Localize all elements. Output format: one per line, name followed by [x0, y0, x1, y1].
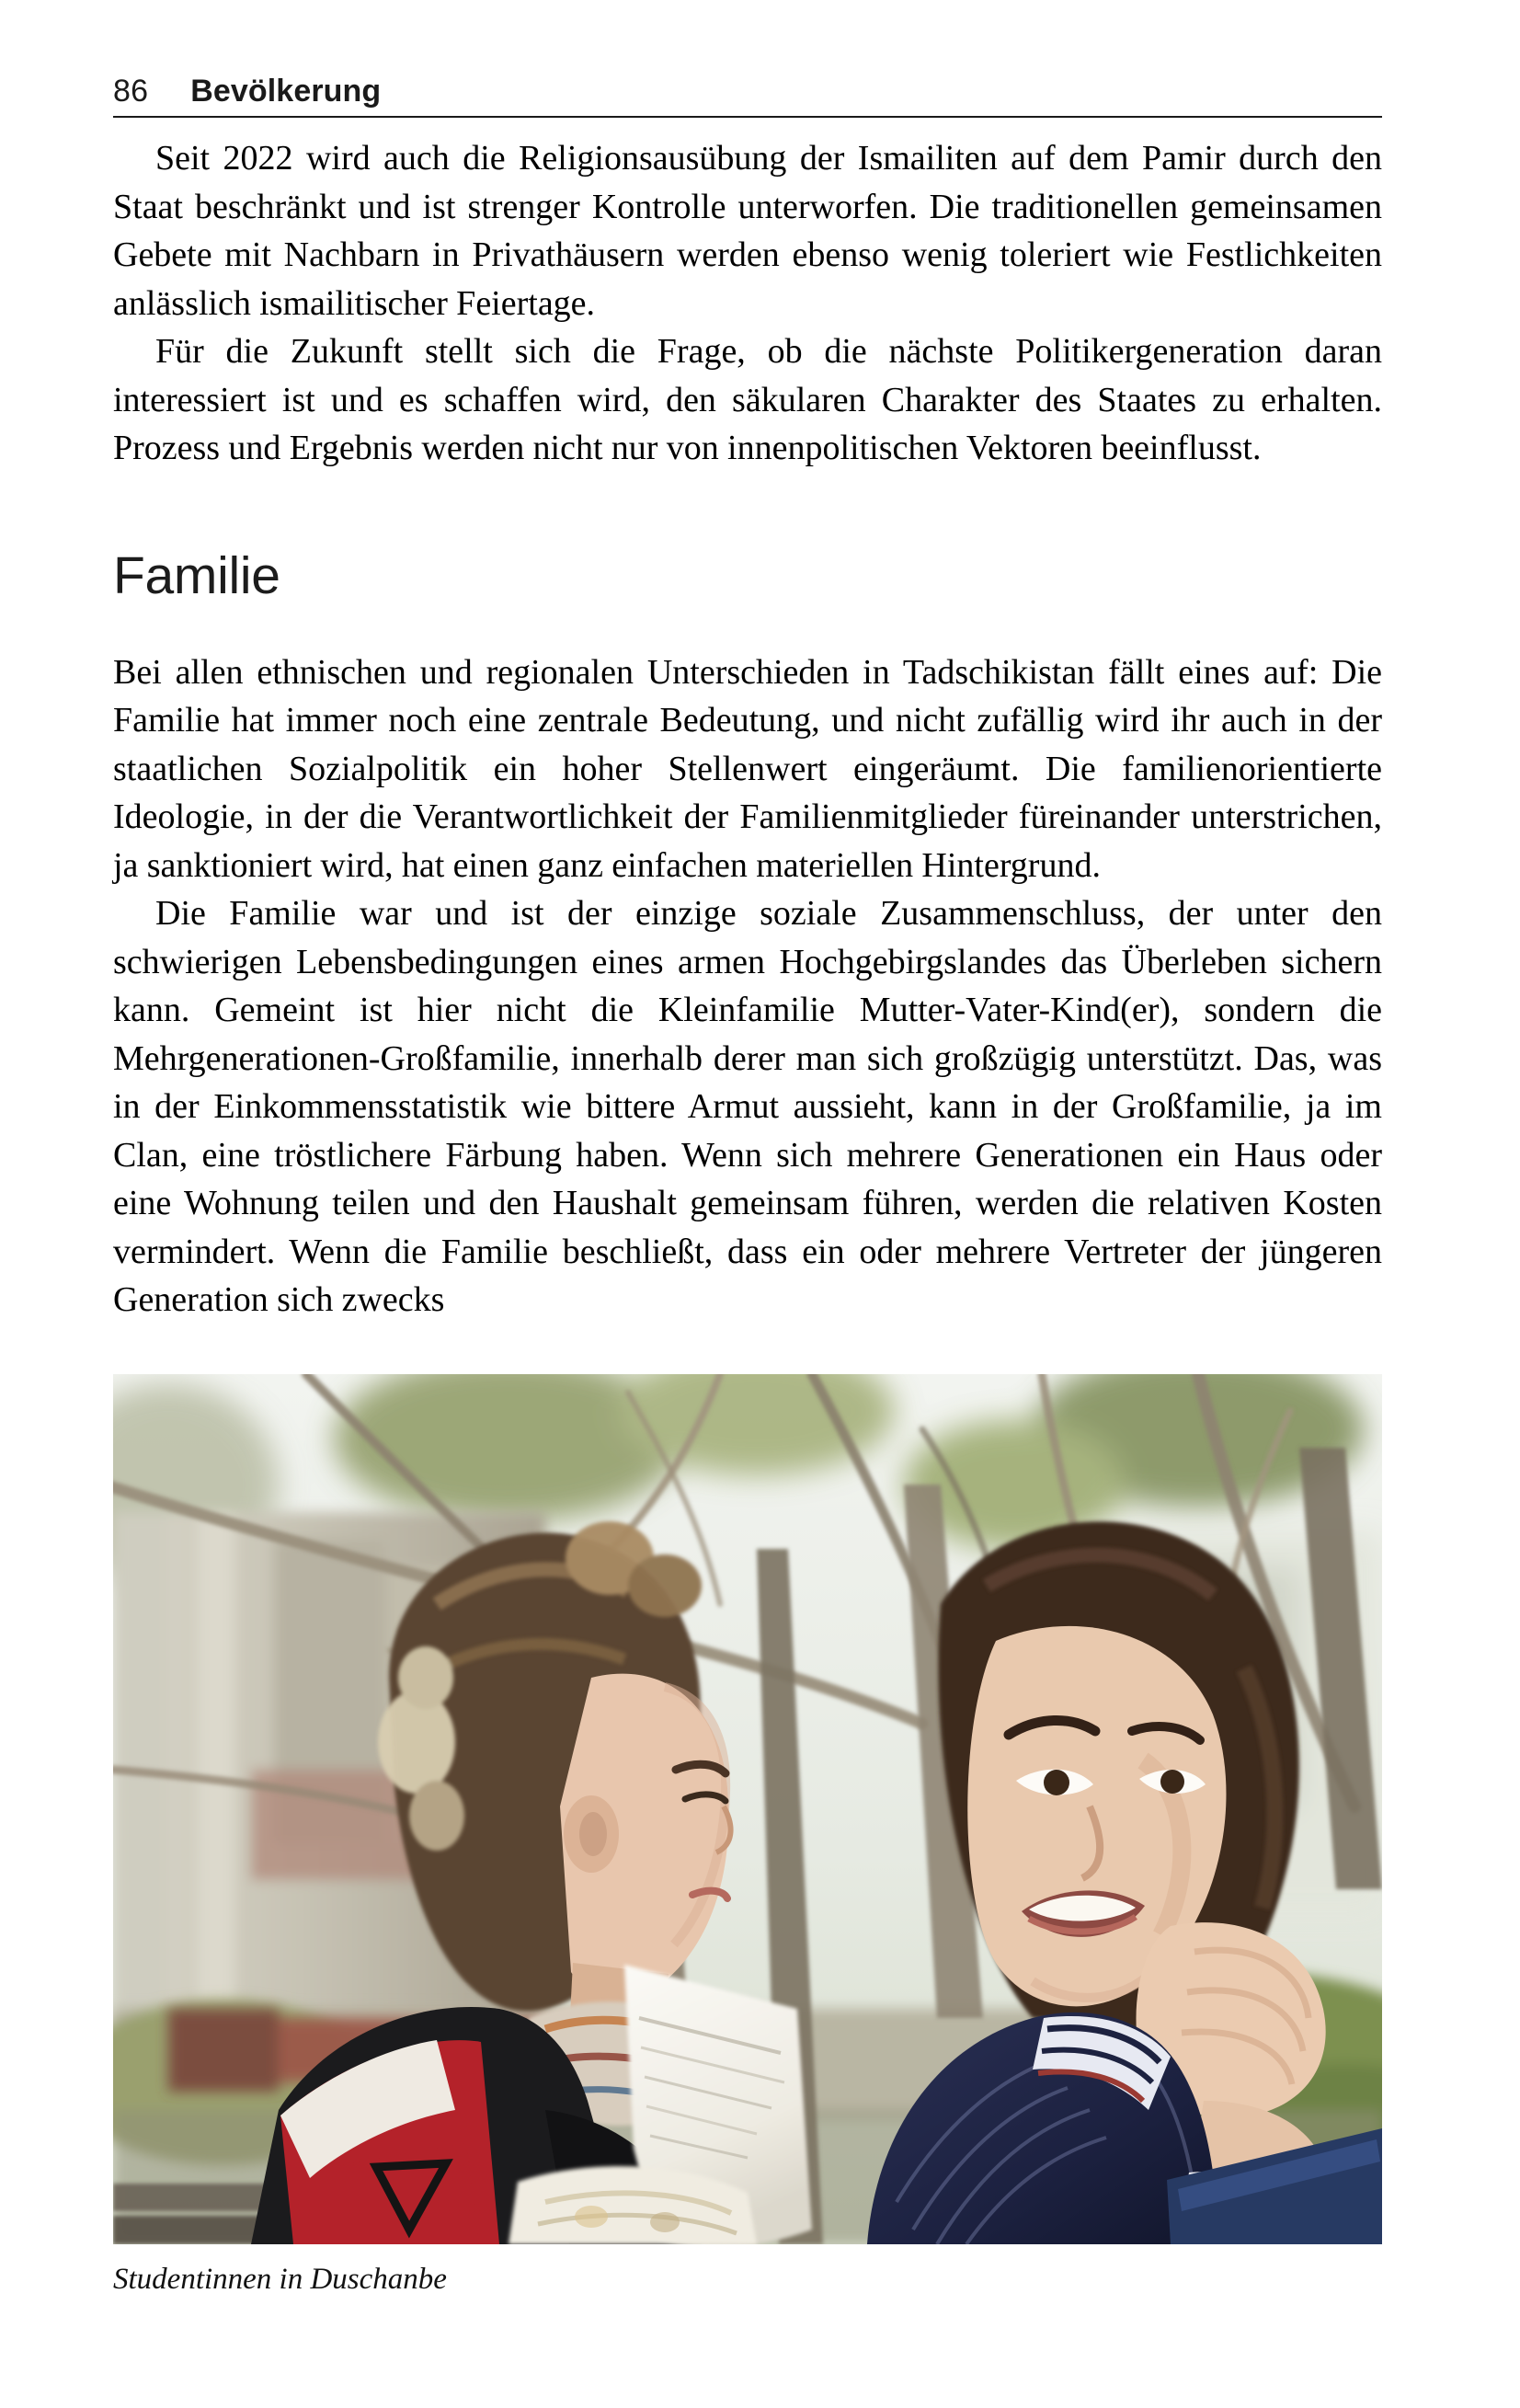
chapter-title: Bevölkerung — [190, 74, 382, 109]
header-rule — [113, 116, 1382, 118]
page-number: 86 — [113, 74, 149, 109]
paragraph: Seit 2022 wird auch die Religionsausübung der Ismailiten auf dem Pamir durch den Staat beschränkt und ist strenger Kontrolle unterworfen. Die traditionellen gemeinsamen Gebete mit Nachbarn in Privathäusern werden ebenso wenig toleriert wie Festlichkeiten anlässlich ismailitischer Feiertage. — [113, 139, 1382, 323]
paragraph: Für die Zukunft stellt sich die Frage, ob die nächste Politikergeneration daran interessiert ist und es schaffen wird, den säkularen Charakter des Staates zu erhalten. Prozess und Ergebnis werden nicht nur von innenpolitischen Vektoren beeinflusst. — [113, 332, 1382, 467]
spacer — [113, 602, 1382, 648]
paragraph: Die Familie war und ist der einzige soziale Zusammenschluss, der unter den schwierigen Lebensbedingungen eines armen Hochgebirgslandes das Überleben sichern kann. Gemeint ist hier nicht die Kleinfamilie Mutter-Vater-Kind(er), sondern die Mehrgenerationen-Großfamilie, innerhalb derer man sich großzügig unterstützt. Das, was in der Einkommensstatistik wie bittere Armut aussieht, kann in der Großfamilie, ja im Clan, eine tröstlichere Färbung haben. Wenn sich mehrere Generationen ein Haus oder eine Wohnung teilen und den Haushalt gemeinsam führen, werden die relativen Kosten vermindert. Wenn die Familie beschließt, dass ein oder mehrere Vertreter der jüngeren Generation sich zwecks — [113, 894, 1382, 1319]
paragraph: Bei allen ethnischen und regionalen Unterschieden in Tadschikistan fällt eines auf: Die Familie hat immer noch eine zentrale Bedeutung, und nicht zufällig wird ihr auch in der staatlichen Sozialpolitik ein hoher Stellenwert eingeräumt. Die familienorientierte Ideologie, in der die Verantwortlichkeit der Familienmitglieder füreinander unterstrichen, ja sanktioniert wird, hat einen ganz einfachen materiellen Hintergrund. — [113, 652, 1382, 885]
photograph — [113, 1374, 1382, 2244]
spacer — [113, 473, 1382, 550]
figure — [113, 1374, 1382, 2298]
photo-illustration — [113, 1374, 1382, 2244]
section-heading: Familie — [113, 545, 280, 605]
running-head — [113, 53, 1382, 107]
figure-caption: Studentinnen in Duschanbe — [113, 2263, 447, 2296]
text-column — [113, 134, 1382, 1324]
